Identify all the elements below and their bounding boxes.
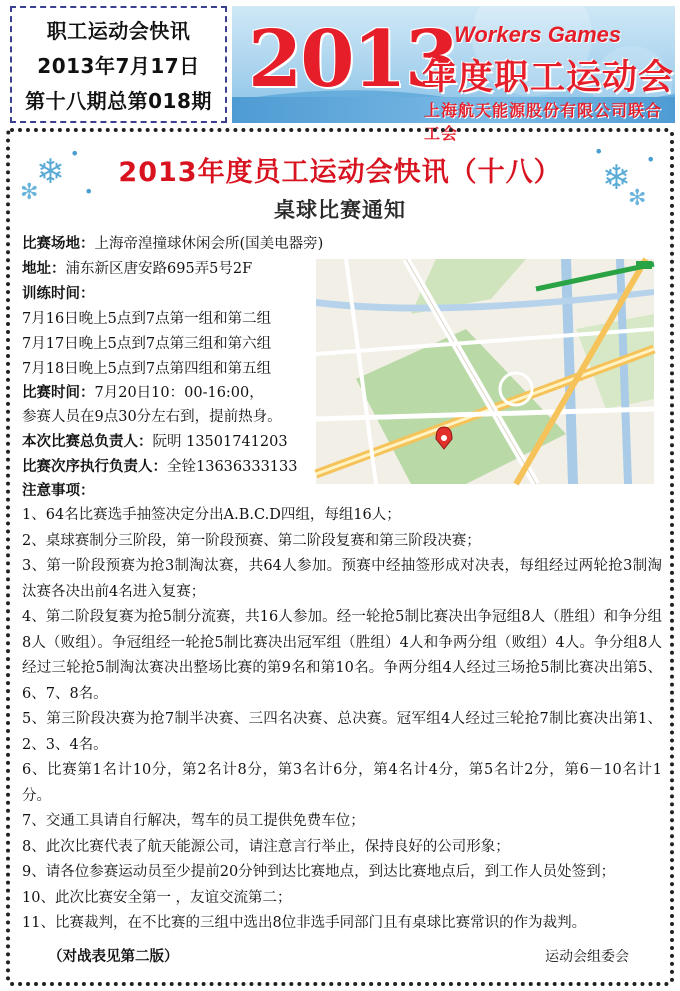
note-item: 6、比赛第1名计10分，第2名计8分，第3名计6分，第4名计4分，第5名计2分，第6－10名计1分。 bbox=[22, 762, 662, 804]
match-time-label: 比赛时间： bbox=[22, 385, 95, 401]
dot-icon: • bbox=[594, 142, 604, 161]
training-line: 7月17日晚上5点到7点第三组和第六组 bbox=[22, 336, 272, 352]
organizer-signature: 运动会组委会 bbox=[545, 949, 629, 965]
order-line bbox=[22, 455, 297, 476]
note-item: 10、此次比赛安全第一 ，友谊交流第二； bbox=[22, 889, 292, 906]
note-item: 2、桌球赛制分三阶段，第一阶段预赛、第二阶段复赛和第三阶段决赛； bbox=[22, 532, 481, 549]
note-item: 3、第一阶段预赛为抢3制淘汰赛，共64人参加。预赛中经抽签形成对决表，每组经过两轮抢3制淘汰赛各决出前4名进入复赛； bbox=[22, 558, 662, 600]
chief-value: 阮明 13501741203 bbox=[152, 434, 288, 450]
chief-label: 本次比赛总负责人： bbox=[22, 434, 153, 450]
training-line: 7月18日晚上5点到7点第四组和第五组 bbox=[22, 361, 272, 377]
venue-value: 上海帝湟撞球休闲会所(国美电器旁) bbox=[94, 236, 324, 252]
snowflake-icon: ❄ bbox=[602, 158, 631, 198]
banner-subtitle: 上海航天能源股份有限公司联合工会 bbox=[424, 101, 663, 143]
order-label: 比赛次序执行负责人： bbox=[22, 459, 167, 475]
notes-list bbox=[22, 503, 662, 937]
snowflake-icon: ✻ bbox=[628, 186, 647, 211]
issue-info-box bbox=[10, 6, 227, 123]
training-label: 训练时间： bbox=[22, 286, 95, 302]
training-line: 7月16日晚上5点到7点第一组和第二组 bbox=[22, 311, 272, 327]
order-value: 全铨13636333133 bbox=[167, 459, 298, 475]
venue-line bbox=[22, 232, 323, 253]
article-subtitle: 桌球比赛通知 bbox=[274, 198, 406, 222]
chief-line bbox=[22, 430, 288, 451]
note-item: 1、64名比赛选手抽签决定分出A.B.C.D四组，每组16人； bbox=[22, 507, 401, 523]
dot-icon: • bbox=[70, 144, 80, 163]
article-title: 2013年度员工运动会快讯（十八） bbox=[118, 157, 562, 188]
issue-number: 第十八期总第018期 bbox=[25, 89, 212, 113]
notes-label: 注意事项： bbox=[22, 483, 95, 499]
note-item: 11、比赛裁判，在不比赛的三组中选出8位非选手同部门且有桌球比赛常识的作为裁判。 bbox=[22, 915, 587, 931]
venue-label: 比赛场地： bbox=[22, 236, 95, 252]
dot-icon: • bbox=[646, 150, 656, 169]
map-drawing bbox=[316, 259, 654, 484]
note-item: 5、第三阶段决赛为抢7制半决赛、三四名决赛、总决赛。冠军组4人经过三轮抢7制比赛决出第1、2、3、4名。 bbox=[22, 711, 662, 753]
address-label: 地址： bbox=[22, 261, 66, 277]
note-item: 8、此次比赛代表了航天能源公司，请注意言行举止，保持良好的公司形象； bbox=[22, 838, 510, 855]
banner-title: 年度职工运动会 bbox=[422, 58, 675, 98]
issue-name: 职工运动会快讯 bbox=[46, 19, 191, 43]
address-line bbox=[22, 257, 252, 278]
banner-year: 2013 bbox=[248, 14, 458, 105]
issue-date: 2013年7月17日 bbox=[37, 54, 200, 78]
match-time-value: 7月20日10：00-16:00， bbox=[94, 385, 264, 401]
note-item: 9、请各位参赛运动员至少提前20分钟到达比赛地点，到达比赛地点后，到工作人员处签到； bbox=[22, 864, 616, 880]
note-item: 4、第二阶段复赛为抢5制分流赛，共16人参加。经一轮抢5制比赛决出争冠组8人（胜组）和争分组8人（败组）。争冠组经一轮抢5制比赛决出冠军组（胜组）4人和争两分组（败组）4人。争分组8人经过三轮抢5制淘汰赛决出整场比赛的第9名和第10名。争两分组4人经过三场抢5制比赛决出第5、6、7、8名。 bbox=[22, 609, 662, 702]
games-banner bbox=[232, 6, 675, 143]
snowflake-icon: ✻ bbox=[20, 180, 39, 205]
banner-english-title: Workers Games bbox=[454, 22, 622, 47]
dot-icon: • bbox=[84, 182, 94, 201]
note-item: 7、交通工具请自行解决，驾车的员工提供免费车位； bbox=[22, 813, 365, 829]
address-value: 浦东新区唐安路695弄5号2F bbox=[65, 261, 253, 277]
snowflake-icon: ❄ bbox=[36, 152, 65, 192]
location-map[interactable] bbox=[316, 259, 654, 484]
bracket-note: （对战表见第二版） bbox=[48, 949, 179, 965]
match-time-line bbox=[22, 381, 264, 402]
arrival-note: 参赛人员在9点30分左右到，提前热身。 bbox=[22, 409, 282, 425]
